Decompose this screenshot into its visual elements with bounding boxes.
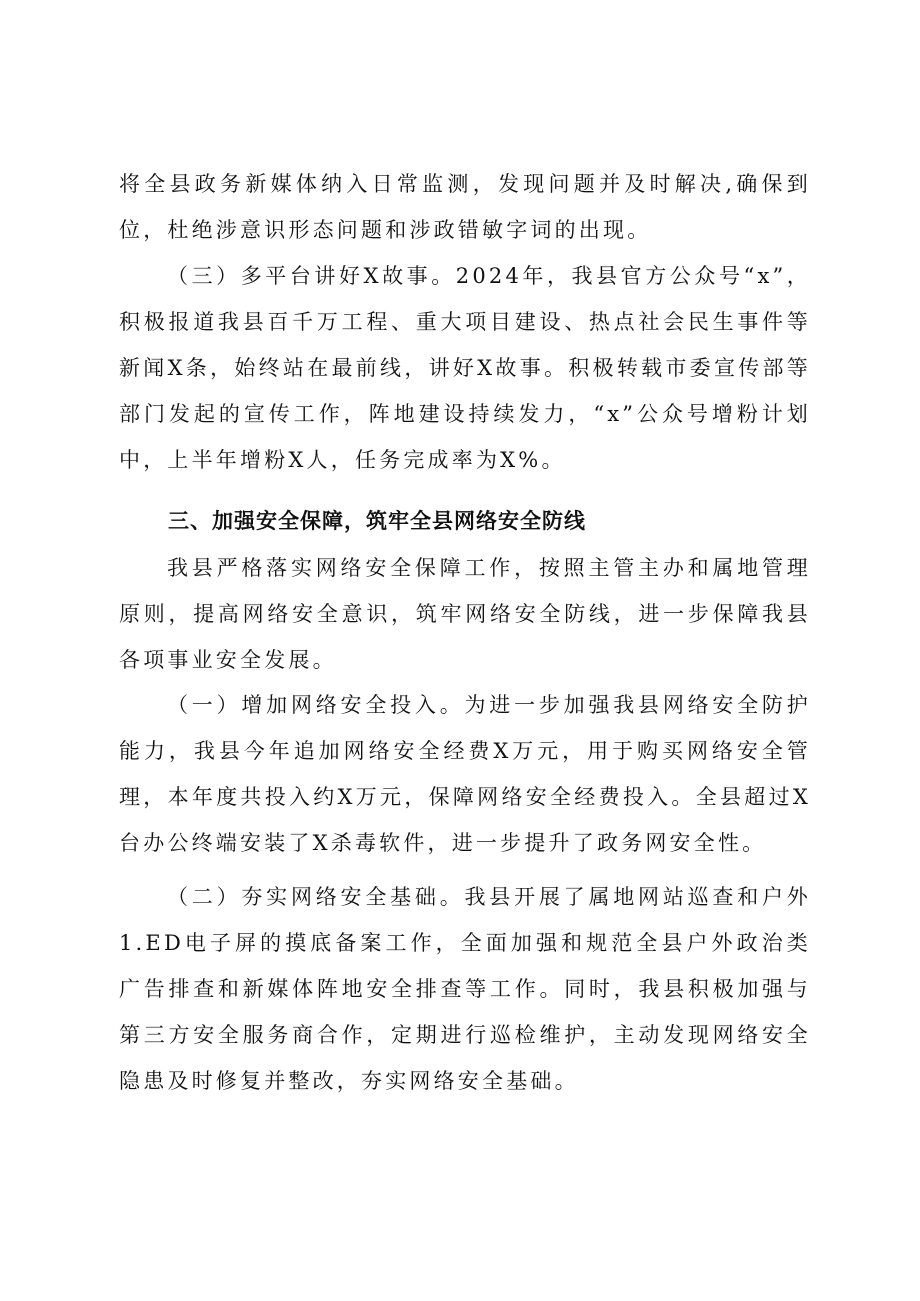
- paragraph-security-investment: （一）增加网络安全投入。为进一步加强我县网络安全防护能力，我县今年追加网络安全经费X万元，用于购买网络安全管理，本年度共投入约X万元，保障网络安全经费投入。全县超过X台办公终端安装了X杀毒软件，进一步提升了政务网安全性。: [119, 693, 811, 855]
- paragraph-monitoring-continued: 将全县政务新媒体纳入日常监测，发现问题并及时解决,确保到位，杜绝涉意识形态问题和涉政错敏字词的出现。: [119, 172, 811, 242]
- paragraph-security-intro: 我县严格落实网络安全保障工作，按照主管主办和属地管理原则，提高网络安全意识，筑牢网络安全防线，进一步保障我县各项事业安全发展。: [119, 556, 811, 672]
- paragraph-security-foundation: （二）夯实网络安全基础。我县开展了属地网站巡查和户外1.ED电子屏的摸底备案工作，全面加强和规范全县户外政治类广告排查和新媒体阵地安全排查等工作。同时，我县积极加强与第三方安全服务商合作，定期进行巡检维护，主动发现网络安全隐患及时修复并整改，夯实网络安全基础。: [119, 885, 811, 1093]
- section-heading-security: 三、加强安全保障，筑牢全县网络安全防线: [168, 509, 586, 533]
- paragraph-storytelling: （三）多平台讲好X故事。2024年，我县官方公众号“x”，积极报道我县百千万工程、重大项目建设、热点社会民生事件等新闻X条，始终站在最前线，讲好X故事。积极转载市委宣传部等部门发起的宣传工作，阵地建设持续发力，“x”公众号增粉计划中，上半年增粉X人，任务完成率为X%。: [119, 264, 811, 472]
